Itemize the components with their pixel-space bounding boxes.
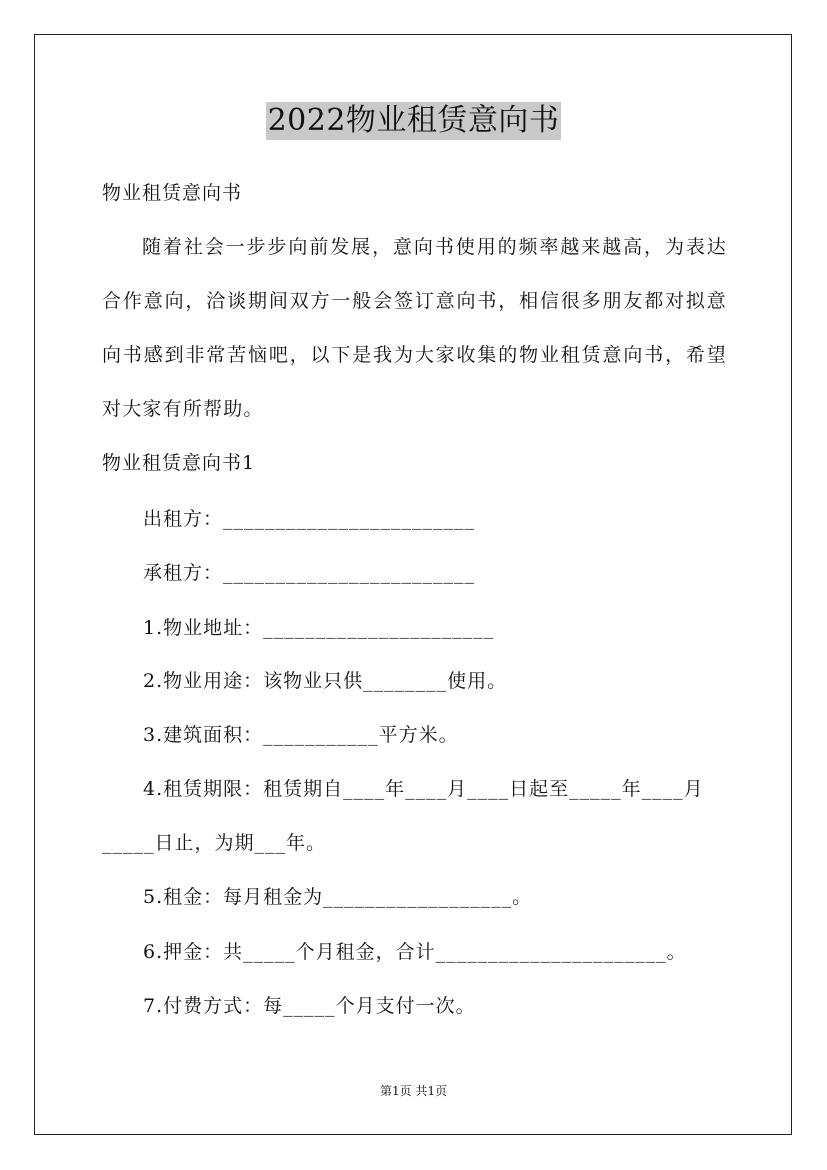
payment-method-line: 7.付费方式：每_____个月支付一次。 xyxy=(143,995,476,1017)
document-subtitle: 物业租赁意向书 xyxy=(102,182,243,204)
intro-paragraph: 随着社会一步步向前发展，意向书使用的频率越来越高，为表达合作意向，洽谈期间双方一般会签订意向书，相信很多朋友都对拟意向书感到非常苦恼吧，以下是我为大家收集的物业租赁意向书，希望对大家有所帮助。 xyxy=(102,236,727,420)
document-title: 2022物业租赁意向书 xyxy=(267,103,560,138)
rent-line: 5.租金：每月租金为__________________。 xyxy=(143,886,533,908)
property-address-line: 1.物业地址：______________________ xyxy=(143,617,495,639)
lease-term-line: 4.租赁期限：租赁期自____年____月____日起至_____年____月 xyxy=(143,778,704,800)
property-use-line: 2.物业用途：该物业只供________使用。 xyxy=(143,670,508,692)
lessor-line: 出租方：________________________ xyxy=(143,508,476,530)
deposit-line: 6.押金：共_____个月租金，合计______________________。 xyxy=(143,941,687,963)
title-container xyxy=(0,102,827,140)
page-footer: 第1页 共1页 xyxy=(379,1084,448,1098)
section-title: 物业租赁意向书1 xyxy=(102,452,256,474)
lessee-line: 承租方：________________________ xyxy=(143,562,476,584)
floor-area-line: 3.建筑面积：___________平方米。 xyxy=(143,724,459,746)
lease-term-line-continued: _____日止，为期___年。 xyxy=(102,832,327,854)
